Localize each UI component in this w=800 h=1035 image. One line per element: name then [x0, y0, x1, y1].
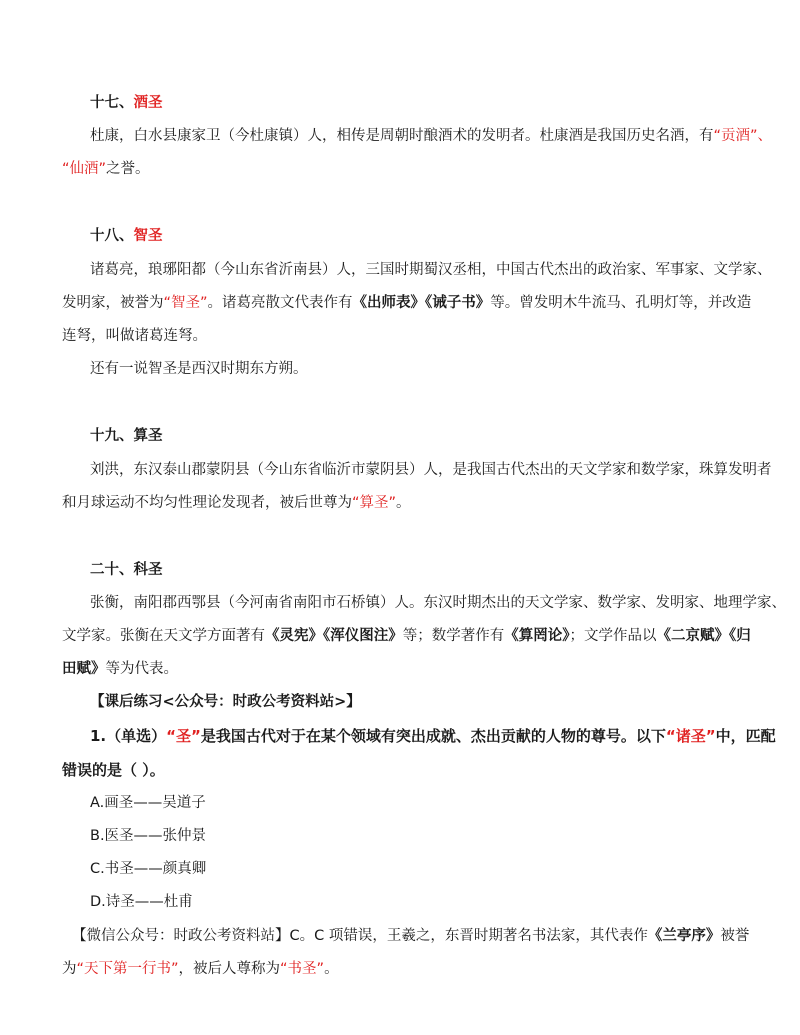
highlight-zhisheng: “智圣”: [163, 295, 208, 311]
option-b: B.医圣——张仲景: [90, 828, 207, 844]
section-17-number: 十七、: [90, 95, 134, 111]
section-17-para-line1: 杜康，白水县康家卫（今杜康镇）人，相传是周朝时酿酒术的发明者。杜康酒是我国历史名酒，有“贡酒”、: [90, 128, 773, 144]
option-a: A.画圣——吴道子: [90, 795, 206, 811]
section-17-name: 酒圣: [133, 95, 163, 111]
question-1-line1: 1.（单选）“圣”是我国古代对于在某个领域有突出成就、杰出贡献的人物的尊号。以下“诸圣”中，匹配: [90, 727, 776, 745]
option-c: C.书圣——颜真卿: [90, 861, 207, 877]
section-19-para-line2: 和月球运动不均匀性理论发现者，被后世尊为“算圣”。: [62, 495, 411, 511]
works-zhuge: 《出师表》《诫子书》: [352, 295, 491, 311]
section-18-name: 智圣: [133, 228, 163, 244]
section-20-para-line3: 田赋》等为代表。: [62, 661, 178, 677]
option-d: D.诗圣——杜甫: [90, 894, 193, 910]
answer-line2: 为“天下第一行书”，被后人尊称为“书圣”。: [62, 961, 339, 977]
answer-line1: 【微信公众号：时政公考资料站】C。C 项错误，王羲之，东晋时期著名书法家，其代表作《兰亭序》被誉: [72, 928, 750, 944]
question-1-line2: 错误的是（ ）。: [62, 761, 165, 779]
highlight-xianjiu: “仙酒”: [62, 161, 107, 177]
section-20-para-line1: 张衡，南阳郡西鄂县（今河南省南阳市石桥镇）人。东汉时期杰出的天文学家、数学家、发明家、地理学家、: [90, 595, 786, 611]
highlight-gongjiu: “贡酒”、: [713, 128, 773, 144]
section-17-title: [90, 93, 163, 113]
section-18-number: 十八、: [90, 228, 134, 244]
exercise-heading: 【课后练习<公众号：时政公考资料站>】: [90, 694, 361, 710]
section-17-para-line2: “仙酒”之誉。: [62, 161, 150, 177]
section-20-para-line2: 文学家。张衡在天文学方面著有《灵宪》《浑仪图注》等；数学著作有《算罔论》；文学作品以《二京赋》《归: [62, 628, 751, 644]
section-18-para-line3: 连弩，叫做诸葛连弩。: [62, 328, 207, 344]
section-19-title: 十九、算圣: [90, 428, 163, 444]
section-18-para-line1: 诸葛亮，琅琊阳都（今山东省沂南县）人，三国时期蜀汉丞相，中国古代杰出的政治家、军事家、文学家、: [90, 262, 772, 278]
section-20-title: 二十、科圣: [90, 562, 163, 578]
highlight-suansheng: “算圣”: [352, 495, 397, 511]
section-18-note: 还有一说智圣是西汉时期东方朔。: [90, 361, 308, 377]
section-19-para-line1: 刘洪，东汉泰山郡蒙阴县（今山东省临沂市蒙阴县）人，是我国古代杰出的天文学家和数学家，珠算发明者: [90, 462, 772, 478]
section-18-para-line2: 发明家，被誉为“智圣”。诸葛亮散文代表作有《出师表》《诫子书》等。曾发明木牛流马、孔明灯等，并改造: [62, 295, 752, 311]
section-18-title: [90, 226, 163, 246]
